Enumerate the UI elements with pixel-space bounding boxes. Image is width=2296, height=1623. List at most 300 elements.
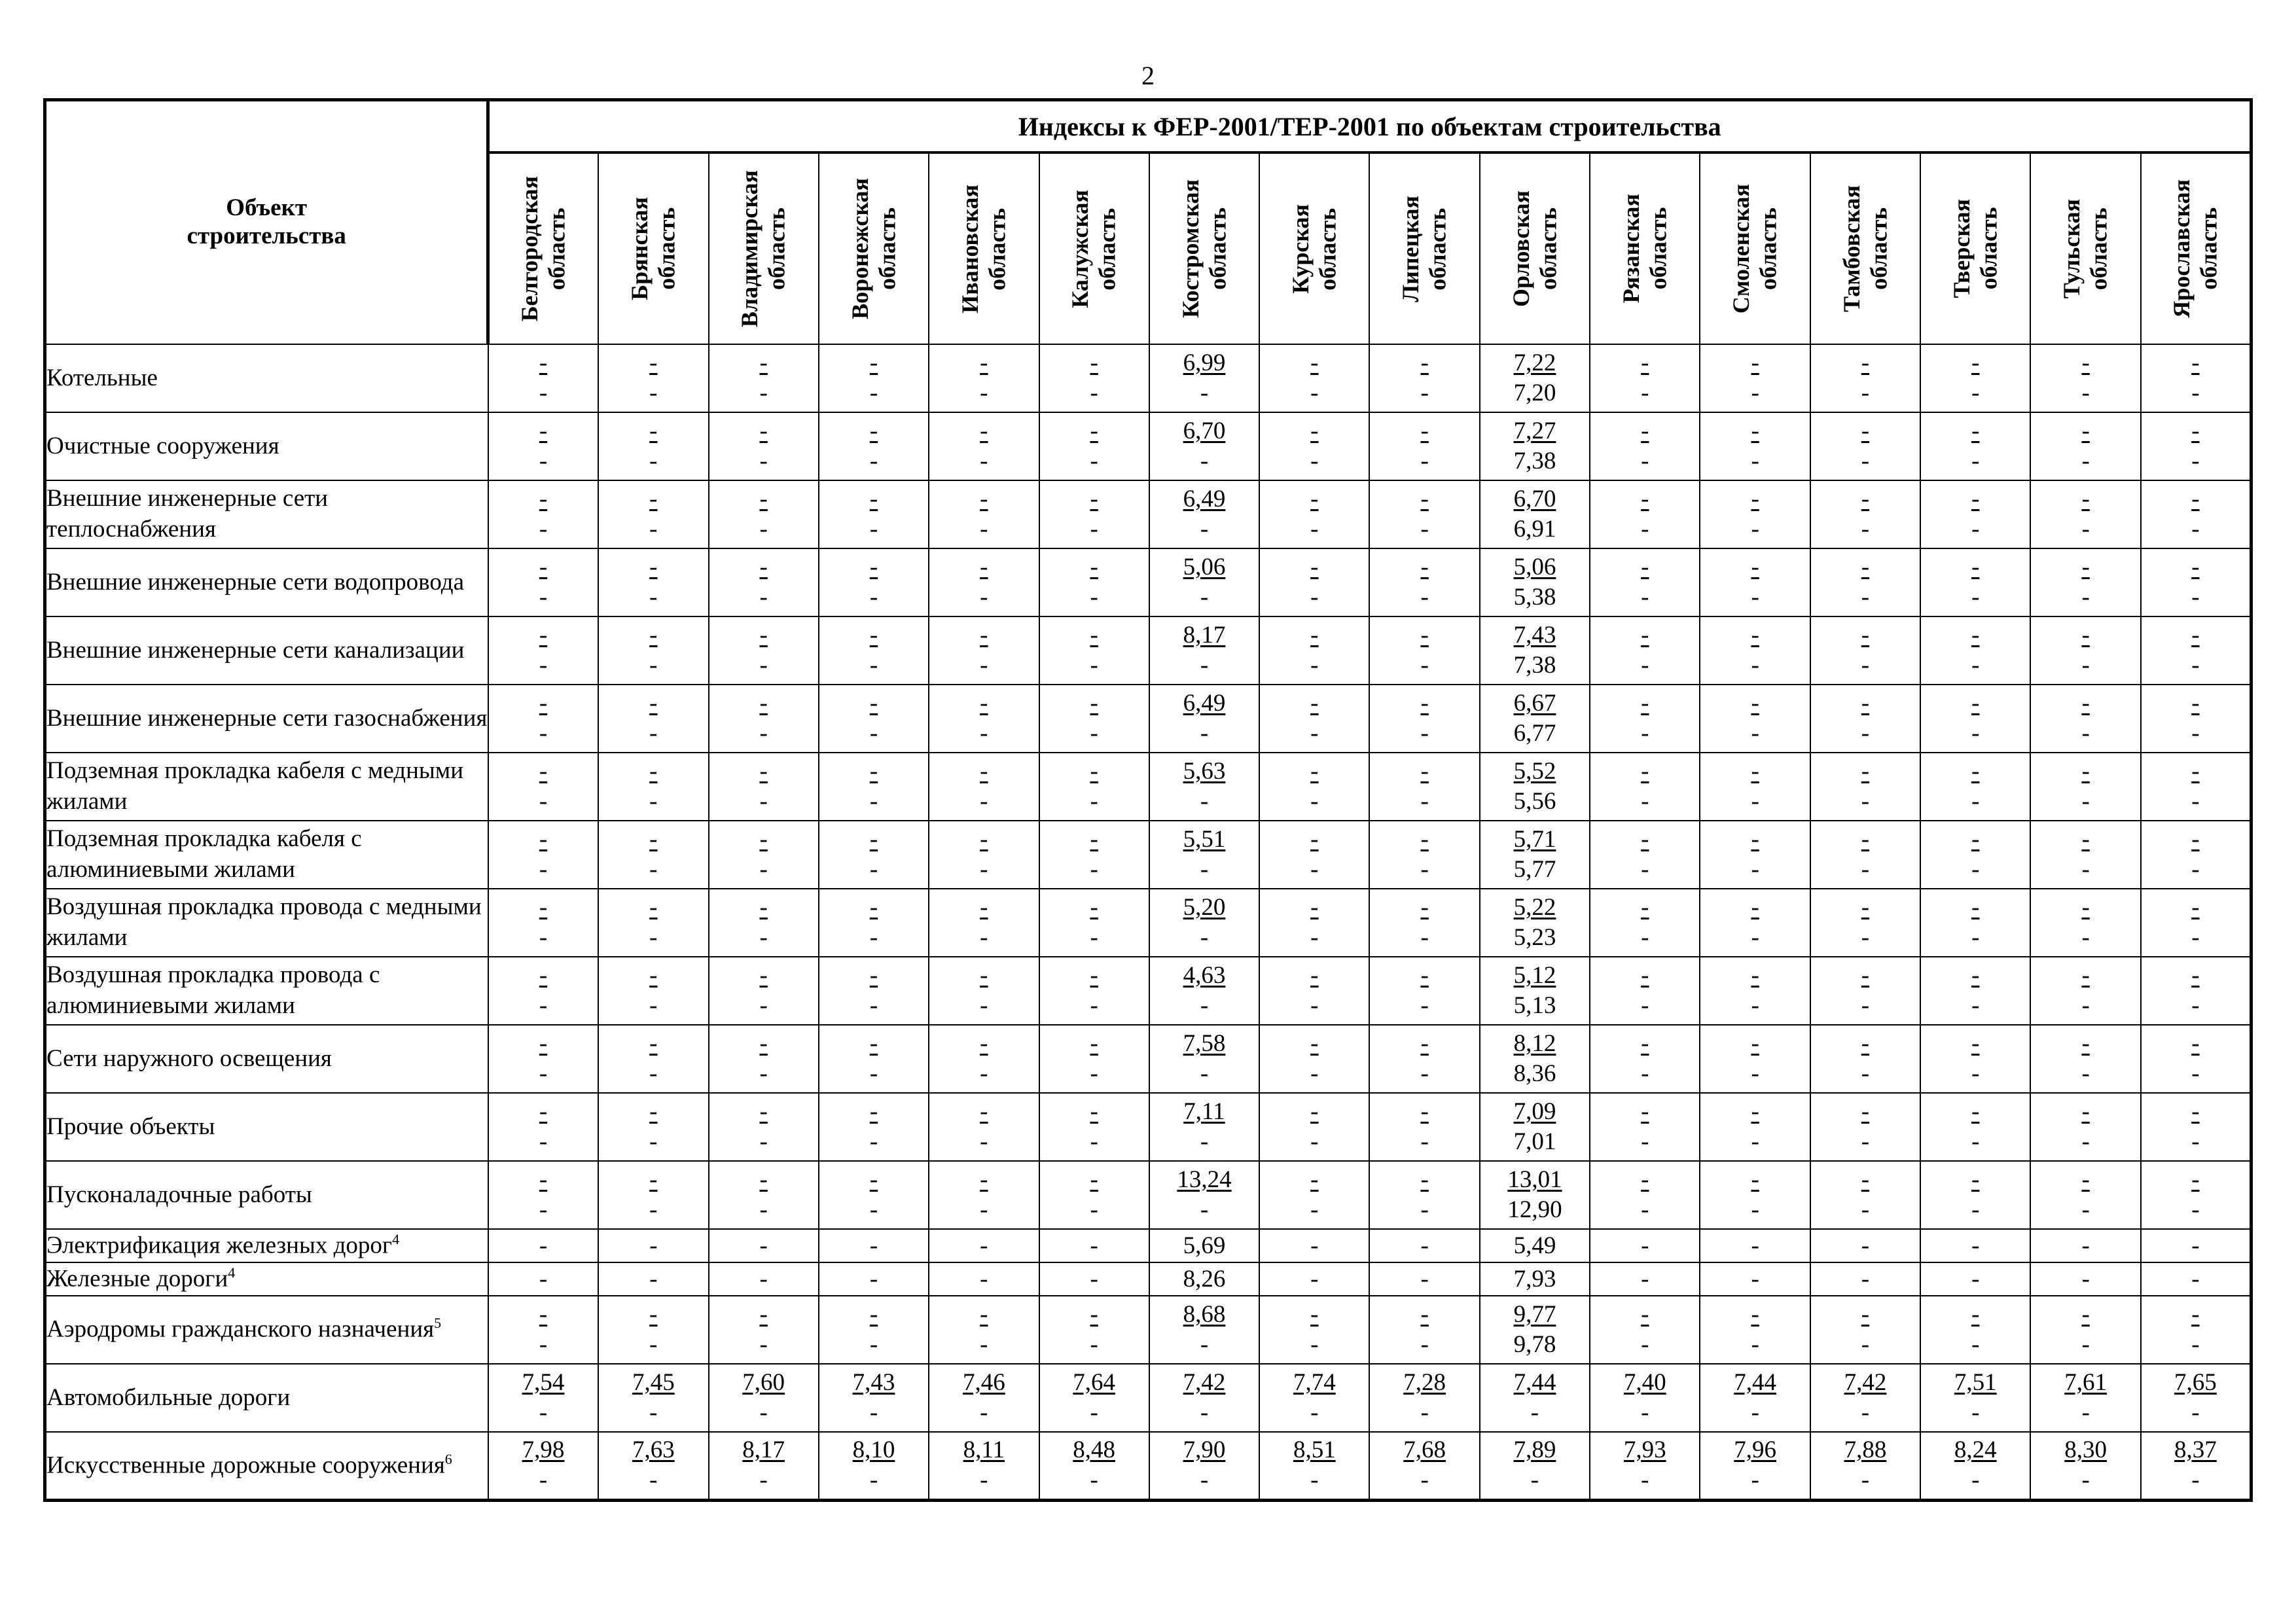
ter-index: -	[2191, 720, 2200, 747]
index-cell	[1369, 412, 1479, 480]
index-fraction	[517, 1300, 569, 1361]
index-cell	[1700, 1432, 1810, 1500]
fer-index: -	[1751, 689, 1759, 717]
index-cell	[2030, 616, 2140, 685]
fer-index: 13,24	[1177, 1166, 1232, 1193]
ter-index: -	[1971, 1467, 1980, 1494]
ter-index: -	[649, 856, 658, 883]
index-cell	[1700, 1161, 1810, 1229]
object-name-text: Внешние инженерные сети теплоснабжения	[46, 485, 329, 543]
index-cell	[819, 344, 929, 412]
index-fraction	[1949, 484, 2001, 545]
index-fraction	[627, 552, 679, 613]
ter-index: -	[980, 1128, 988, 1155]
index-cell: -	[2141, 1229, 2251, 1262]
ter-index: -	[1641, 1467, 1649, 1494]
index-fraction	[848, 620, 900, 681]
fer-index: -	[1641, 349, 1649, 376]
index-cell	[1480, 616, 1590, 685]
ter-index: -	[1090, 1060, 1098, 1087]
fer-index: -	[1090, 1300, 1098, 1328]
fer-index: -	[1861, 485, 1870, 512]
fer-index: 9,77	[1513, 1300, 1556, 1328]
index-fraction	[1729, 348, 1782, 409]
index-fraction	[517, 348, 569, 409]
fer-index: -	[2081, 825, 2090, 853]
fer-index: -	[1420, 1300, 1429, 1328]
index-cell	[1920, 889, 2030, 957]
index-fraction	[848, 961, 900, 1022]
ter-index: -	[1310, 448, 1319, 474]
fer-index: -	[1641, 1029, 1649, 1057]
ter-index: -	[649, 992, 658, 1019]
index-cell: -	[929, 1229, 1039, 1262]
index-fraction	[738, 1368, 790, 1429]
region-header	[1259, 152, 1369, 344]
ter-index: -	[1971, 924, 1980, 951]
index-cell	[1039, 548, 1149, 616]
fer-index: -	[2191, 1029, 2200, 1057]
fer-index: -	[1310, 757, 1319, 785]
index-fraction	[1509, 1097, 1561, 1158]
fer-index: -	[759, 485, 768, 512]
ter-index: -	[539, 992, 548, 1019]
index-cell	[2141, 957, 2251, 1025]
index-cell	[1590, 548, 1700, 616]
ter-index: -	[869, 584, 878, 611]
ter-index: -	[1641, 1196, 1649, 1223]
ter-index: -	[1861, 924, 1870, 951]
fer-index: -	[649, 417, 658, 444]
fer-index: 7,60	[742, 1368, 785, 1396]
fer-index: -	[1641, 417, 1649, 444]
ter-index: -	[1641, 856, 1649, 883]
ter-index: 5,38	[1513, 584, 1556, 611]
index-fraction	[1949, 893, 2001, 954]
index-cell	[1149, 685, 1259, 753]
index-cell	[598, 889, 708, 957]
index-fraction	[1068, 1029, 1121, 1090]
fer-index: 5,06	[1513, 553, 1556, 580]
index-cell	[1810, 1093, 1920, 1161]
index-fraction	[627, 348, 679, 409]
index-cell	[1810, 685, 1920, 753]
index-fraction	[958, 757, 1010, 817]
index-fraction	[1288, 757, 1340, 817]
index-cell: 8,26	[1149, 1262, 1259, 1296]
fer-index: -	[2081, 553, 2090, 580]
index-cell	[929, 753, 1039, 821]
fer-index: -	[539, 689, 548, 717]
index-cell	[1920, 1296, 2030, 1364]
index-fraction	[738, 1300, 790, 1361]
index-cell	[1590, 957, 1700, 1025]
index-cell	[1039, 753, 1149, 821]
index-cell	[598, 480, 708, 548]
ter-index: -	[1200, 1128, 1209, 1155]
index-cell	[819, 685, 929, 753]
index-cell	[2141, 753, 2251, 821]
fer-index: -	[539, 757, 548, 785]
fer-index: -	[539, 1166, 548, 1193]
fer-index: 6,49	[1183, 485, 1226, 512]
fer-index: -	[980, 1166, 988, 1193]
ter-index: -	[1420, 448, 1429, 474]
footnote-ref: 5	[434, 1315, 442, 1332]
fer-index: 6,67	[1513, 689, 1556, 717]
fer-index: -	[980, 825, 988, 853]
fer-index: 7,44	[1513, 1368, 1556, 1396]
region-name: Липецкая	[1397, 195, 1424, 302]
ter-index: -	[1751, 856, 1759, 883]
index-fraction	[1839, 1368, 1892, 1429]
index-cell	[1259, 616, 1369, 685]
index-fraction	[958, 688, 1010, 749]
fer-index: -	[1641, 1097, 1649, 1125]
index-cell	[819, 616, 929, 685]
index-fraction	[848, 1435, 900, 1496]
fer-index: -	[649, 893, 658, 921]
index-fraction	[1178, 416, 1230, 477]
ter-index: -	[1861, 1331, 1870, 1358]
ter-index: -	[1751, 1060, 1759, 1087]
fer-index: -	[1751, 893, 1759, 921]
object-name	[45, 1093, 488, 1161]
index-cell	[1480, 480, 1590, 548]
fer-index: -	[1310, 1300, 1319, 1328]
index-fraction	[2169, 484, 2221, 545]
index-cell	[1590, 480, 1700, 548]
fer-index: -	[1420, 349, 1429, 376]
index-fraction	[1068, 1165, 1121, 1226]
ter-index: -	[539, 1399, 548, 1426]
object-name	[45, 1229, 488, 1262]
index-fraction	[517, 416, 569, 477]
index-fraction	[2060, 416, 2112, 477]
index-fraction	[517, 825, 569, 885]
fer-index: -	[1310, 349, 1319, 376]
index-cell	[929, 889, 1039, 957]
index-fraction	[958, 893, 1010, 954]
region-header	[1480, 152, 1590, 344]
fer-index: -	[759, 621, 768, 649]
index-fraction	[958, 1300, 1010, 1361]
fer-index: -	[980, 349, 988, 376]
index-cell	[1920, 480, 2030, 548]
fer-index: -	[1090, 553, 1098, 580]
index-fraction	[1509, 348, 1561, 409]
fer-index: -	[649, 349, 658, 376]
ter-index: -	[2191, 448, 2200, 474]
index-fraction	[848, 893, 900, 954]
ter-index: -	[539, 1128, 548, 1155]
index-cell: -	[1039, 1262, 1149, 1296]
fer-index: -	[869, 1300, 878, 1328]
fer-index: -	[649, 553, 658, 580]
ter-index: -	[539, 720, 548, 747]
index-fraction	[1729, 961, 1782, 1022]
index-fraction	[1509, 1368, 1561, 1429]
index-cell	[709, 548, 819, 616]
index-cell	[1810, 548, 1920, 616]
ter-index: -	[759, 1399, 768, 1426]
object-name	[45, 685, 488, 753]
table-row	[45, 344, 2251, 412]
index-fraction	[2169, 757, 2221, 817]
fer-index: -	[2191, 349, 2200, 376]
index-fraction	[1619, 348, 1671, 409]
fer-index: -	[1751, 1300, 1759, 1328]
index-fraction	[627, 416, 679, 477]
index-cell: -	[1590, 1262, 1700, 1296]
index-fraction	[1509, 1300, 1561, 1361]
index-cell	[2030, 957, 2140, 1025]
fer-index: -	[1861, 1166, 1870, 1193]
index-fraction	[1949, 825, 2001, 885]
ter-index: -	[759, 1467, 768, 1494]
index-cell	[488, 685, 598, 753]
fer-index: -	[2191, 417, 2200, 444]
index-fraction	[2169, 416, 2221, 477]
fer-index: 7,65	[2174, 1368, 2217, 1396]
fer-index: -	[1641, 689, 1649, 717]
index-fraction	[1178, 348, 1230, 409]
fer-index: -	[1420, 621, 1429, 649]
fer-index: -	[1641, 1300, 1649, 1328]
index-fraction	[738, 688, 790, 749]
fer-index: -	[1751, 417, 1759, 444]
region-header	[2030, 152, 2140, 344]
fer-index: 7,68	[1403, 1436, 1446, 1463]
ter-index: -	[2081, 1399, 2090, 1426]
index-fraction	[627, 1029, 679, 1090]
index-fraction	[1839, 348, 1892, 409]
index-cell	[1810, 821, 1920, 889]
ter-index: -	[2081, 1060, 2090, 1087]
ter-index: -	[1420, 1467, 1429, 1494]
index-fraction	[627, 688, 679, 749]
index-fraction	[848, 1165, 900, 1226]
fer-index: -	[869, 1029, 878, 1057]
ter-index: -	[869, 856, 878, 883]
ter-index: -	[1090, 856, 1098, 883]
ter-index: -	[1200, 1331, 1209, 1358]
fer-index: -	[869, 893, 878, 921]
index-fraction	[1068, 552, 1121, 613]
ter-index: -	[1641, 516, 1649, 543]
fer-index: 7,93	[1623, 1436, 1666, 1463]
index-cell	[2030, 1025, 2140, 1093]
fer-index: -	[980, 757, 988, 785]
fer-index: -	[2191, 689, 2200, 717]
ter-index: 12,90	[1507, 1196, 1562, 1223]
fer-index: -	[1971, 621, 1980, 649]
region-type: область	[1424, 207, 1451, 290]
index-fraction	[2060, 348, 2112, 409]
index-cell	[819, 889, 929, 957]
index-fraction	[1729, 757, 1782, 817]
index-cell	[1810, 616, 1920, 685]
fer-index: -	[2191, 1166, 2200, 1193]
index-fraction	[738, 416, 790, 477]
fer-index: 8,51	[1293, 1436, 1336, 1463]
ter-index: -	[539, 380, 548, 406]
index-fraction	[627, 620, 679, 681]
fer-index: -	[1420, 417, 1429, 444]
index-fraction	[1178, 1097, 1230, 1158]
index-cell	[709, 685, 819, 753]
object-name	[45, 753, 488, 821]
index-cell	[1369, 548, 1479, 616]
fer-index: 7,44	[1734, 1368, 1776, 1396]
ter-index: -	[759, 516, 768, 543]
fer-index: -	[1861, 961, 1870, 989]
table-row	[45, 616, 2251, 685]
index-cell	[819, 821, 929, 889]
ter-index: -	[1751, 652, 1759, 679]
index-cell	[1590, 1161, 1700, 1229]
fer-index: -	[869, 485, 878, 512]
index-fraction	[738, 1029, 790, 1090]
fer-index: -	[759, 349, 768, 376]
fer-index: 7,43	[852, 1368, 895, 1396]
index-cell: 5,69	[1149, 1229, 1259, 1262]
index-cell	[598, 412, 708, 480]
object-name-text: Автомобильные дороги	[46, 1383, 291, 1411]
index-cell	[2030, 1432, 2140, 1500]
index-cell	[1590, 344, 1700, 412]
index-cell	[1369, 753, 1479, 821]
fer-index: 8,30	[2064, 1436, 2107, 1463]
ter-index: -	[539, 584, 548, 611]
fer-index: -	[2191, 825, 2200, 853]
fer-index: -	[980, 1097, 988, 1125]
index-fraction	[2169, 893, 2221, 954]
index-cell	[598, 957, 708, 1025]
index-cell	[1920, 1161, 2030, 1229]
index-fraction	[1509, 961, 1561, 1022]
ter-index: -	[759, 992, 768, 1019]
ter-index: -	[1641, 380, 1649, 406]
region-header	[1149, 152, 1259, 344]
ter-index: -	[1861, 584, 1870, 611]
ter-index: -	[1200, 380, 1209, 406]
index-cell	[1039, 1093, 1149, 1161]
fer-index: -	[1641, 757, 1649, 785]
ter-index: 8,36	[1513, 1060, 1556, 1087]
ter-index: -	[1641, 1060, 1649, 1087]
ter-index: -	[2081, 1331, 2090, 1358]
fer-index: -	[1090, 961, 1098, 989]
fer-index: -	[1310, 553, 1319, 580]
ter-index: -	[1310, 380, 1319, 406]
ter-index: -	[2081, 448, 2090, 474]
index-cell	[2030, 480, 2140, 548]
fer-index: -	[1971, 1300, 1980, 1328]
fer-index: 7,28	[1403, 1368, 1446, 1396]
ter-index: -	[1641, 652, 1649, 679]
index-cell: -	[488, 1229, 598, 1262]
ter-index: -	[1420, 1128, 1429, 1155]
ter-index: -	[1861, 1128, 1870, 1155]
table-row	[45, 1093, 2251, 1161]
ter-index: -	[1090, 924, 1098, 951]
index-cell	[1480, 1093, 1590, 1161]
index-cell	[2141, 889, 2251, 957]
index-cell: -	[1700, 1262, 1810, 1296]
fer-index: -	[1310, 893, 1319, 921]
index-cell	[1369, 889, 1479, 957]
fer-index: -	[1751, 485, 1759, 512]
fer-index: -	[649, 757, 658, 785]
fer-index: -	[1310, 417, 1319, 444]
fer-index: 8,37	[2174, 1436, 2217, 1463]
index-cell	[929, 1161, 1039, 1229]
index-fraction	[2060, 1435, 2112, 1496]
index-fraction	[1839, 1300, 1892, 1361]
ter-index: -	[649, 924, 658, 951]
index-fraction	[517, 1368, 569, 1429]
region-name: Ивановская	[956, 184, 983, 313]
ter-index: -	[1641, 720, 1649, 747]
fer-index: -	[2081, 1097, 2090, 1125]
fer-index: -	[1090, 893, 1098, 921]
index-fraction	[1949, 620, 2001, 681]
fer-index: -	[759, 689, 768, 717]
ter-index: -	[1641, 1399, 1649, 1426]
fer-index: -	[869, 825, 878, 853]
ter-index: -	[649, 1060, 658, 1087]
index-cell	[929, 957, 1039, 1025]
index-fraction	[2169, 552, 2221, 613]
fer-index: 8,17	[742, 1436, 785, 1463]
index-cell	[2030, 1093, 2140, 1161]
region-name: Тульская	[2058, 198, 2085, 299]
index-cell	[2141, 1025, 2251, 1093]
ter-index: -	[1310, 924, 1319, 951]
index-cell	[2030, 685, 2140, 753]
index-cell	[1920, 616, 2030, 685]
index-fraction	[1839, 552, 1892, 613]
index-cell	[1149, 344, 1259, 412]
index-fraction	[1839, 1097, 1892, 1158]
ter-index: -	[1751, 720, 1759, 747]
index-fraction	[1949, 1029, 2001, 1090]
index-cell	[1810, 889, 1920, 957]
ter-index: -	[1530, 1467, 1539, 1494]
index-cell	[1149, 1296, 1259, 1364]
fer-index: -	[1751, 757, 1759, 785]
fer-index: -	[539, 621, 548, 649]
region-name: Тверская	[1948, 199, 1975, 298]
index-fraction	[1288, 484, 1340, 545]
ter-index: -	[1310, 1128, 1319, 1155]
fer-index: 7,96	[1734, 1436, 1776, 1463]
region-header	[2141, 152, 2251, 344]
index-fraction	[2169, 620, 2221, 681]
table-row	[45, 480, 2251, 548]
index-cell	[1700, 616, 1810, 685]
index-fraction	[1619, 1165, 1671, 1226]
fer-index: -	[1861, 1097, 1870, 1125]
index-cell	[1590, 821, 1700, 889]
index-fraction	[1399, 484, 1451, 545]
object-name	[45, 1364, 488, 1432]
index-fraction	[1839, 416, 1892, 477]
index-cell	[1259, 957, 1369, 1025]
ter-index: 5,56	[1513, 788, 1556, 815]
region-header	[488, 152, 598, 344]
